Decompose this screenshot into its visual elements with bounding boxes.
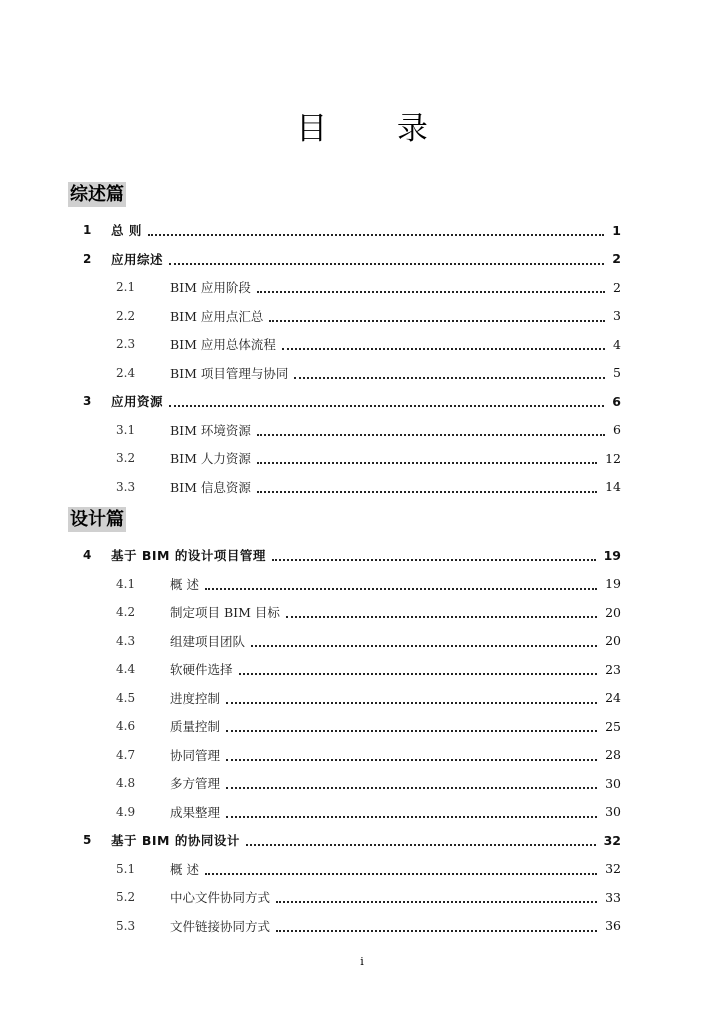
toc-entry-number: 4.7 [116, 747, 136, 762]
toc-entry-page: 3 [613, 308, 621, 323]
toc-entry[interactable] [0, 391, 724, 411]
toc-leader-dots [276, 930, 597, 932]
toc-entry-page: 1 [612, 222, 621, 238]
toc-entry-page: 12 [605, 450, 621, 466]
toc-entry-title: 文件链接协同方式 [170, 918, 271, 934]
toc-entry-number: 2.2 [116, 308, 136, 323]
toc-entry-number: 4.5 [116, 690, 136, 705]
toc-entry-page: 2 [612, 251, 621, 266]
toc-entry-title: BIM 人力资源 [170, 451, 251, 466]
toc-entry-page: 36 [605, 918, 621, 933]
toc-entry-title: 成果整理 [170, 804, 221, 820]
toc-entry-page: 33 [605, 889, 621, 905]
toc-entry[interactable] [0, 916, 724, 936]
toc-entry-number: 4.9 [116, 804, 136, 819]
toc-entry-page: 30 [605, 804, 621, 819]
toc-entry-title: 进度控制 [170, 690, 221, 706]
toc-entry-page: 6 [613, 422, 621, 437]
toc-entry[interactable] [0, 363, 724, 383]
toc-entry-page: 28 [605, 747, 621, 762]
toc-entry-number: 5.3 [116, 918, 136, 933]
toc-entry[interactable] [0, 574, 724, 594]
toc-entry-page: 4 [613, 336, 621, 352]
toc-leader-dots [148, 234, 604, 236]
toc-entry-number: 3.2 [116, 451, 136, 465]
toc-entry-title: 中心文件协同方式 [170, 890, 271, 905]
toc-leader-dots [276, 901, 597, 903]
toc-entry-title: 总 则 [111, 223, 142, 238]
toc-entry[interactable] [0, 306, 724, 326]
toc-entry-number: 2.3 [116, 337, 136, 351]
section-heading: 设计篇 [70, 509, 124, 530]
toc-entry-page: 32 [605, 861, 621, 876]
toc-entry[interactable] [0, 830, 724, 850]
toc-leader-dots [226, 702, 597, 704]
toc-leader-dots [246, 844, 596, 846]
toc-leader-dots [205, 873, 597, 875]
toc-entry-page: 30 [605, 775, 621, 791]
toc-leader-dots [257, 491, 597, 493]
toc-entry[interactable] [0, 745, 724, 765]
toc-entry-number: 1 [83, 223, 92, 237]
toc-leader-dots [282, 348, 605, 350]
toc-leader-dots [169, 263, 604, 265]
toc-entry-page: 20 [605, 604, 621, 620]
toc-entry-title: BIM 应用点汇总 [170, 308, 264, 324]
toc-entry-number: 5 [83, 833, 92, 847]
toc-entry-title: BIM 应用总体流程 [170, 337, 276, 352]
toc-entry-number: 2.4 [116, 365, 136, 380]
toc-entry-title: 组建项目团队 [170, 633, 246, 649]
toc-entry-title: BIM 应用阶段 [170, 280, 251, 295]
toc-entry-page: 19 [603, 547, 621, 563]
toc-entry-title: 制定项目 BIM 目标 [170, 605, 280, 620]
toc-entry[interactable] [0, 249, 724, 269]
toc-entry-page: 23 [605, 661, 621, 677]
toc-leader-dots [269, 320, 605, 322]
toc-entry-title: 概 述 [170, 861, 199, 877]
toc-entry-page: 20 [605, 633, 621, 648]
toc-entry-page: 24 [605, 690, 621, 705]
toc-leader-dots [205, 588, 597, 590]
section-heading: 综述篇 [70, 184, 124, 205]
toc-leader-dots [226, 730, 597, 732]
toc-entry-number: 4.1 [116, 576, 136, 591]
toc-entry[interactable] [0, 334, 724, 354]
toc-entry-title: 基于 BIM 的协同设计 [111, 833, 240, 848]
toc-entry-number: 3 [83, 394, 92, 408]
toc-leader-dots [226, 759, 597, 761]
toc-entry-title: 软硬件选择 [170, 662, 233, 677]
toc-entry-number: 4.6 [116, 719, 136, 733]
toc-leader-dots [257, 462, 597, 464]
toc-entry-number: 5.1 [116, 861, 136, 876]
toc-entry-title: 应用综述 [111, 251, 164, 267]
toc-entry-title: 多方管理 [170, 776, 221, 791]
toc-entry[interactable] [0, 477, 724, 497]
toc-leader-dots [226, 816, 597, 818]
toc-leader-dots [169, 405, 604, 407]
toc-leader-dots [251, 645, 597, 647]
toc-entry-number: 4.4 [116, 662, 136, 676]
toc-leader-dots [294, 377, 605, 379]
toc-entry-number: 5.2 [116, 890, 136, 904]
toc-entry[interactable] [0, 545, 724, 565]
toc-entry-number: 4.2 [116, 605, 136, 619]
toc-entry[interactable] [0, 602, 724, 622]
toc-entry-number: 4 [83, 548, 92, 562]
toc-entry[interactable] [0, 887, 724, 907]
page-number: i [360, 955, 364, 968]
toc-leader-dots [286, 616, 597, 618]
toc-entry[interactable] [0, 220, 724, 240]
toc-entry-title: BIM 项目管理与协同 [170, 365, 289, 381]
toc-entry-title: 概 述 [170, 576, 199, 592]
toc-entry-page: 19 [605, 576, 621, 591]
toc-entry-title: 应用资源 [111, 394, 164, 409]
toc-entry-number: 4.3 [116, 633, 136, 648]
page-title: 目 录 [296, 111, 458, 147]
toc-entry[interactable] [0, 716, 724, 736]
toc-entry-title: 基于 BIM 的设计项目管理 [111, 548, 266, 563]
toc-entry-title: 质量控制 [170, 719, 221, 734]
toc-leader-dots [257, 291, 605, 293]
toc-entry-page: 6 [612, 393, 621, 409]
toc-leader-dots [239, 673, 597, 675]
toc-entry[interactable] [0, 659, 724, 679]
toc-entry-page: 32 [603, 832, 621, 848]
toc-entry[interactable] [0, 420, 724, 440]
toc-entry[interactable] [0, 631, 724, 651]
toc-entry[interactable] [0, 277, 724, 297]
toc-leader-dots [226, 787, 597, 789]
toc-entry-number: 2 [83, 251, 92, 266]
toc-entry-number: 3.3 [116, 479, 136, 494]
toc-entry-title: BIM 环境资源 [170, 422, 251, 438]
toc-entry-title: BIM 信息资源 [170, 479, 251, 495]
toc-entry-page: 14 [605, 479, 621, 494]
toc-entry-number: 3.1 [116, 422, 136, 437]
toc-entry[interactable] [0, 859, 724, 879]
toc-entry-page: 2 [613, 279, 621, 295]
toc-entry-page: 5 [613, 365, 621, 380]
toc-leader-dots [257, 434, 605, 436]
toc-entry-number: 4.8 [116, 776, 136, 790]
toc-entry-page: 25 [605, 718, 621, 734]
toc-entry[interactable] [0, 773, 724, 793]
toc-leader-dots [272, 559, 596, 561]
toc-entry-title: 协同管理 [170, 747, 221, 763]
toc-entry[interactable] [0, 448, 724, 468]
toc-entry-number: 2.1 [116, 280, 136, 294]
toc-entry[interactable] [0, 802, 724, 822]
toc-entry[interactable] [0, 688, 724, 708]
